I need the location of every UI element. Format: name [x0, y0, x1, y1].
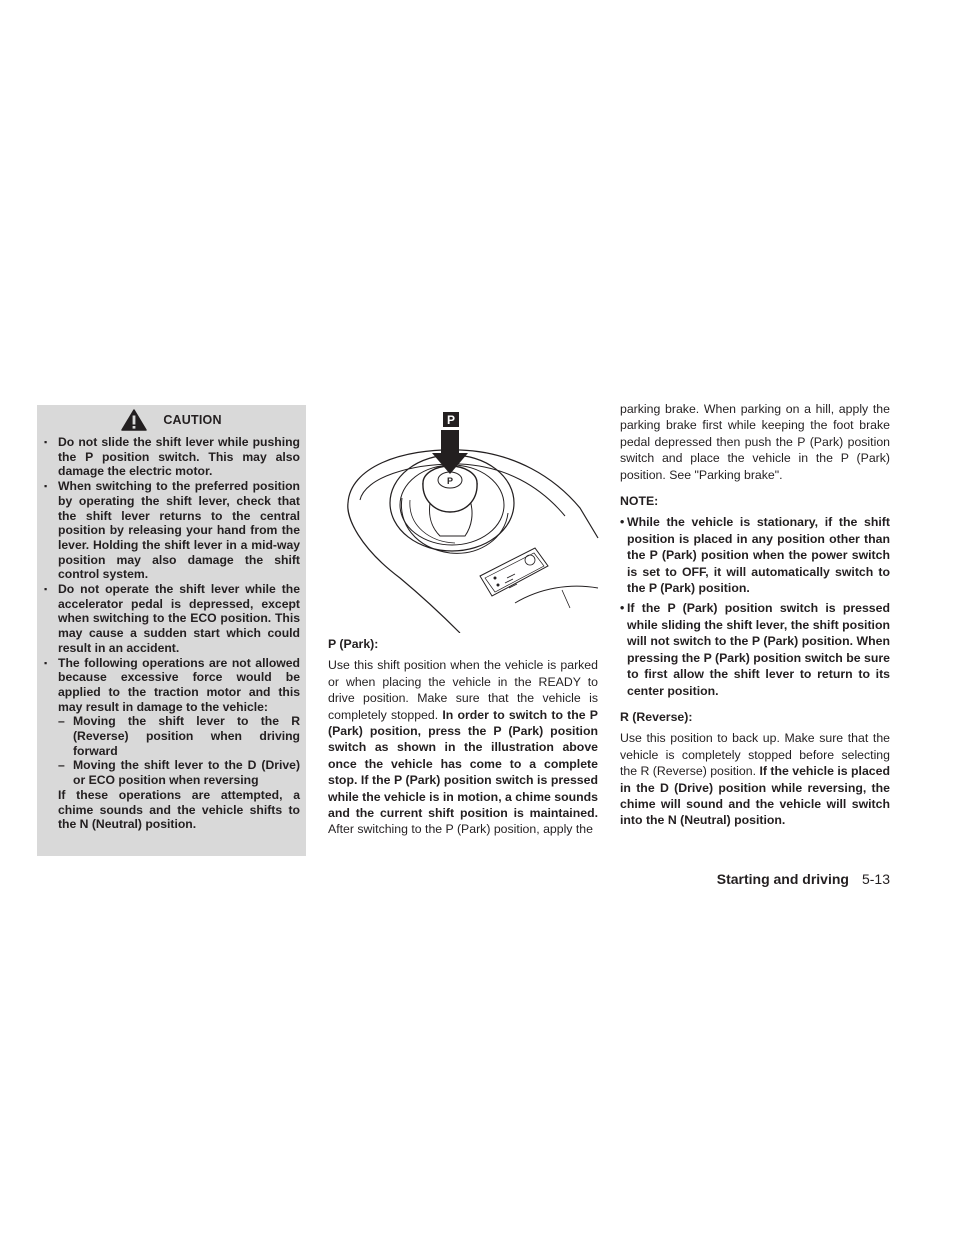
caution-header: [43, 405, 300, 435]
park-bold-text: In order to switch to the P (Park) position, press the P (Park) position switch as shown in the illustration above once the vehicle has come to a complete stop. If the P (Park) position switch is pressed while the vehicle is in motion, a chime sounds and the current shift position is maintained.: [328, 707, 598, 821]
p-badge-label: P: [446, 413, 456, 427]
reverse-heading: R (Reverse):: [620, 709, 693, 724]
park-heading: P (Park):: [328, 637, 379, 651]
shift-lever-illustration: [340, 408, 600, 633]
page-footer: [717, 871, 890, 887]
note-item: • If the P (Park) position switch is pressed while sliding the shift lever, the shift position will not switch to the P (Park) position. When pressing the P (Park) position switch be sure to first allow the shift lever to return to its center position.: [620, 600, 890, 698]
caution-title: CAUTION: [163, 413, 222, 427]
note-item: • While the vehicle is stationary, if the shift position is placed in any position other than the P (Park) position when the power switch is set to OFF, it will automatically switch to the P (Park) position.: [620, 514, 890, 596]
caution-sub-item: – Moving the shift lever to the R (Reverse) position when driving forward: [58, 714, 300, 758]
caution-list: [43, 435, 300, 832]
page-number: 5-13: [861, 871, 890, 887]
warning-icon: [121, 409, 147, 431]
right-column: [620, 401, 890, 829]
caution-item: ▪ Do not operate the shift lever while the accelerator pedal is depressed, except when switching to the ECO position. This may cause a sudden start which could result in an accident.: [43, 582, 300, 656]
reverse-text-1: Use this position to back up. Make sure that the vehicle is completely stopped before selecting the R (Reverse) position.: [620, 731, 890, 779]
park-text-continued: parking brake. When parking on a hill, apply the parking brake first while keeping the foot brake pedal depressed then push the P (Park) position switch and place the vehicle in the P (Park) position. See "Parking brake".: [620, 402, 890, 482]
note-heading: NOTE:: [620, 494, 659, 509]
reverse-bold-text: If the vehicle is placed in the D (Drive) position while reversing, the chime will sound and the vehicle will switch into the N (Neutral) position.: [620, 764, 890, 828]
caution-item: ▪ When switching to the preferred position by operating the shift lever, check that the shift lever returns to the central position by releasing your hand from the lever. Holding the shift lever in a mid-way position may also damage the shift control system.: [43, 479, 300, 582]
park-text-1: Use this shift position when the vehicle is parked or when placing the vehicle in the READY to drive position. Make sure that the vehicle is completely stopped.: [328, 658, 598, 722]
park-text-2: After switching to the P (Park) position, apply the: [328, 822, 593, 837]
park-paragraph: [328, 657, 598, 837]
park-section: [328, 636, 598, 838]
caution-box: [37, 405, 306, 856]
caution-item: ▪ Do not slide the shift lever while pushing the P position switch. This may also damage the electric motor.: [43, 435, 300, 479]
reverse-paragraph: [620, 730, 890, 828]
note-list: [620, 514, 890, 698]
shift-lever-drawing: [340, 408, 600, 633]
caution-item-intro: ▪ The following operations are not allowed because excessive force would be applied to the traction motor and this may result in damage to the vehicle:: [58, 655, 300, 714]
caution-item: [43, 656, 300, 832]
knob-label: P: [446, 476, 454, 486]
footer-section-title: Starting and driving: [716, 871, 849, 887]
caution-sub-list: [58, 714, 300, 788]
caution-item-trailing: If these operations are attempted, a chime sounds and the vehicle shifts to the N (Neutral) position.: [58, 787, 300, 832]
caution-sub-item: – Moving the shift lever to the D (Drive) or ECO position when reversing: [58, 758, 300, 787]
